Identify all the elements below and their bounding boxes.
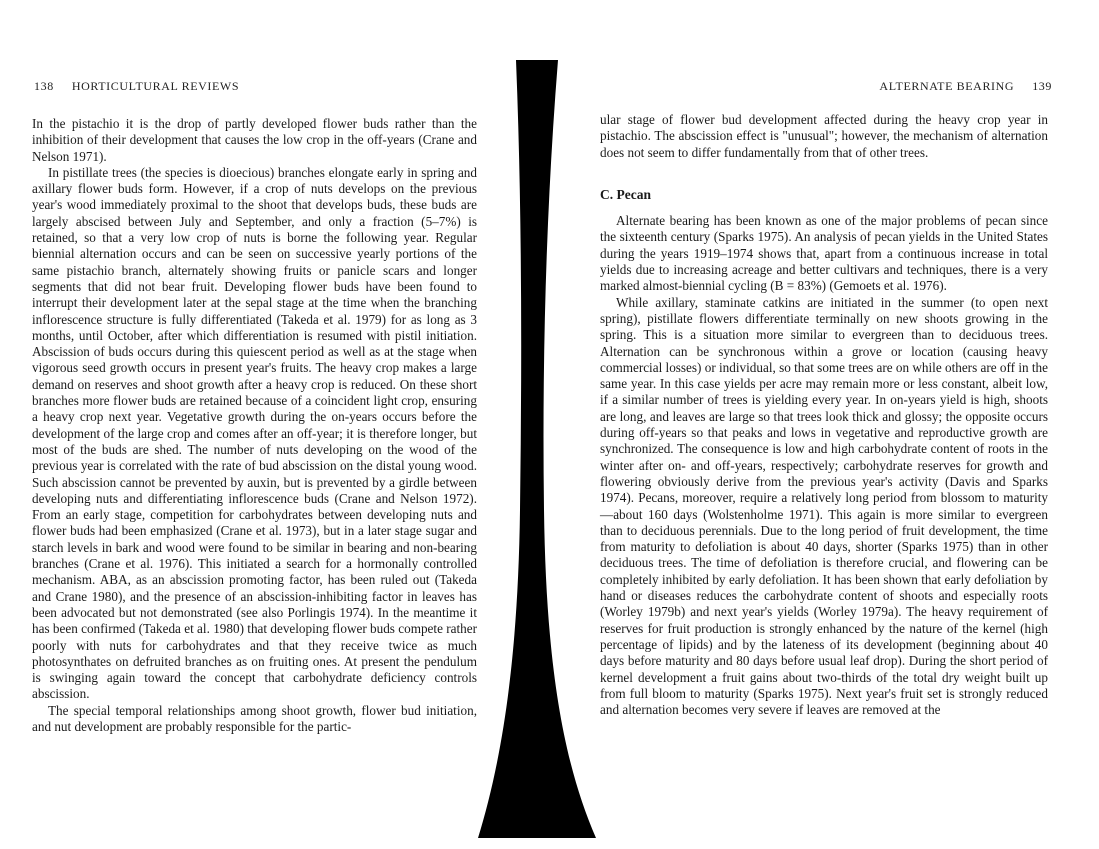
right-paragraph-1: Alternate bearing has been known as one of the major problems of pecan since the sixteenth century (Sparks 1975). An analysis of pecan yields in the United States during the years 1919–1974 shows that, apart from a continuous increase in total yields due to increasing acreage and better cultivars and techniques, there is a very marked almost-biennial cycling (B = 83%) (Gemoets et al. 1976). (600, 213, 1048, 294)
left-paragraph-2: In pistillate trees (the species is dioecious) branches elongate early in spring and axillary flower buds form. However, if a crop of nuts develops on the previous year's wood immediately proximal to the shoot that develops buds, these buds are largely abscised between July and September, and only a fraction (5–7%) is retained, so that a very low crop of nuts is borne the following year. Regular biennial alternation occurs and can be seen on successive yearly portions of the same pistachio branch, alternately showing fruits or panicle scars and longer segments that did not bear fruit. Developing flower buds have been found to interrupt their development later at the sepal stage at the time when the branching inflorescence structure is fully differentiated (Takeda et al. 1979) for as long as 3 months, until October, after which differentiation is resumed with pistil initiation. Abscission of buds occurs during this quiescent period as well as at the stage when vigorous seed growth occurs in present year's fruits. The heavy crop makes a large demand on reserves and shoot growth after a heavy crop is reduced. On these short branches more flower buds are retained because of a coincident light crop, ensuring a heavy crop next year. Vegetative growth during the on-years occurs before the development of the large crop and comes after an off-year; it is therefore longer, but most of the buds are shed. The number of nuts developing on the wood of the previous year is correlated with the rate of bud abscission on the distal young wood. Such abscission cannot be prevented by auxin, but is prevented by a girdle between developing nuts and differentiating inflorescence buds (Crane and Nelson 1972). From an early stage, competition for carbohydrates between developing nuts and flower buds had been emphasized (Crane et al. 1973), but in a later stage sugar and starch levels in bark and wood were found to be similar in bearing and non-bearing branches (Crane et al. 1976). This initiated a search for a hormonally controlled mechanism. ABA, as an abscission promoting factor, has been ruled out (Takeda and Crane 1980), and the presence of an abscission-inhibiting factor in leaves has been advocated but not demonstrated (see also Porlingis 1974). In the meantime it has been confirmed (Takeda et al. 1980) that developing flower buds compete rather poorly with nuts for carbohydrates and that they receive twice as much photosynthates on defruited branches as on fruiting ones. At present the pendulum is swinging again toward the concept that carbohydrate deficiency controls abscission. (32, 164, 477, 702)
right-body-text (600, 112, 1048, 718)
left-page-number: 138 (34, 79, 54, 93)
left-body-text (32, 116, 477, 735)
left-running-title: HORTICULTURAL REVIEWS (71, 79, 240, 93)
right-running-head (879, 79, 1052, 94)
right-page (590, 0, 1099, 849)
right-page-number: 139 (1032, 79, 1052, 93)
section-heading: C. Pecan (600, 186, 651, 202)
right-running-title: ALTERNATE BEARING (879, 79, 1015, 93)
left-paragraph-3: The special temporal relationships among shoot growth, flower bud initiation, and nut development are probably responsible for the partic- (32, 702, 477, 734)
left-page (0, 0, 520, 849)
right-continuation-paragraph: ular stage of flower bud development affected during the heavy crop year in pistachio. The abscission effect is "unusual"; however, the mechanism of alternation does not seem to differ fundamentally from that of other trees. (600, 112, 1048, 160)
left-paragraph-1: In the pistachio it is the drop of partly developed flower buds rather than the inhibition of their development that causes the low crop in the off-years (Crane and Nelson 1971). (32, 116, 477, 164)
book-gutter-shadow (478, 60, 598, 840)
left-running-head (34, 79, 239, 94)
right-paragraph-2: While axillary, staminate catkins are initiated in the summer (to open next spring), pistillate flowers differentiate terminally on new shoots growing in the spring. This is a situation more similar to evergreen than to deciduous trees. Alternation can be synchronous within a grove or location (causing heavy commercial losses) or individual, so that some trees are on while others are off in the same year. In this case yields per acre may remain more or less constant, albeit low, if a similar number of trees is yielding every year. In on-years yield is high, shoots are long, and leaves are large so that trees look thick and glossy; the opposite occurs during off-years so that peaks and lows in vegetative and reproductive growth are synchronized. The consequence is low and high carbohydrate content of roots in the winter after on- and off-years, respectively; carbohydrate reserves for growth and flowering obviously derive from the previous year's activity (Davis and Sparks 1974). Pecans, moreover, require a relatively long period from blossom to maturity—about 160 days (Wolstenholme 1971). This again is more similar to evergreen than to deciduous perennials. Due to the long period of fruit development, the time from maturity to defoliation is about 40 days, shorter (Sparks 1975) than in other deciduous trees. The time of defoliation is therefore crucial, and flowering can be completely inhibited by early defoliation. It has been shown that early defoliation by hand or diseases reduces the carbohydrate content of shoots and especially roots (Worley 1979b) and next year's yields (Worley 1979a). The heavy requirement of reserves for fruit production is strongly enhanced by the nature of the kernel (high percentage of lipids) and by the lateness of its development (beginning about 40 days before maturity and 80 days before usual leaf drop). During the short period of kernel development a fruit gains about two-thirds of the total dry weight built up from full bloom to maturity (Sparks 1975). Next year's fruit set is strongly reduced and alternation becomes very severe if leaves are removed at the (600, 294, 1049, 718)
